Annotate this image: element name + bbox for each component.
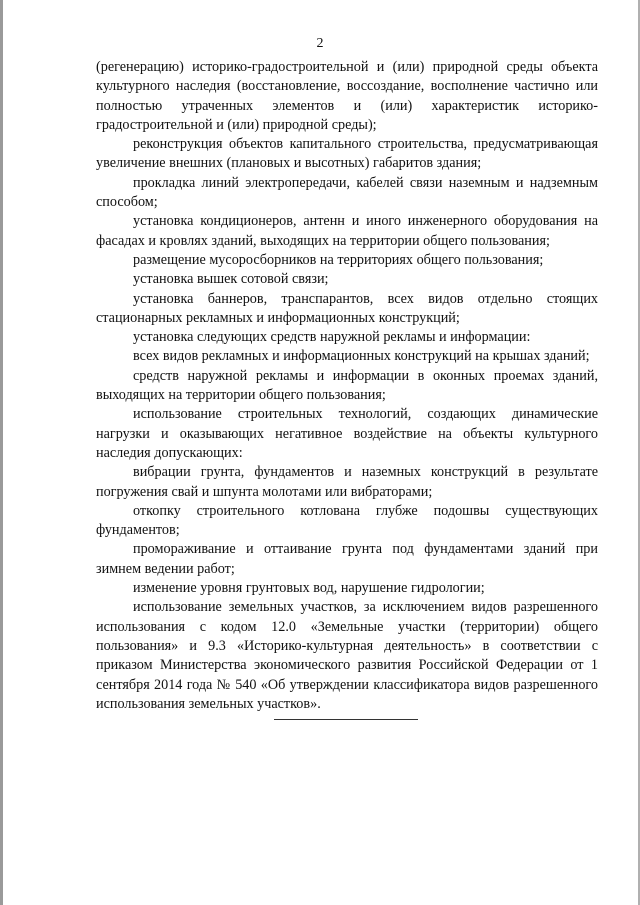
paragraph-7: установка баннеров, транспарантов, всех видов отдельно стоящих стационарных рекламных и информационных конструкций;	[96, 290, 598, 326]
scan-edge-left	[0, 0, 3, 905]
paragraph-11: использование строительных технологий, создающих динамические нагрузки и оказывающих негативное воздействие на объекты культурного наследия допускающих:	[96, 406, 598, 461]
paragraph-13: откопку строительного котлована глубже подошвы существующих фундаментов;	[96, 502, 598, 539]
end-of-document-rule	[274, 719, 418, 720]
paragraph-12: вибрации грунта, фундаментов и наземных конструкций в результате погружения свай и шпунта молотами или вибраторами;	[96, 464, 598, 500]
paragraph-4: установка кондиционеров, антенн и иного инженерного оборудования на фасадах и кровлях зданий, выходящих на территории общего пользования;	[96, 213, 598, 249]
paragraph-5: размещение мусоросборников на территориях общего пользования;	[133, 251, 544, 268]
paragraph-8: установка следующих средств наружной рекламы и информации:	[133, 329, 531, 346]
document-body	[96, 58, 598, 714]
paragraph-9: всех видов рекламных и информационных конструкций на крышах зданий;	[133, 348, 590, 365]
paragraph-14: промораживание и оттаивание грунта под фундаментами зданий при зимнем ведении работ;	[96, 541, 598, 577]
page-number: 2	[316, 36, 324, 51]
paragraph-10: средств наружной рекламы и информации в оконных проемах зданий, выходящих на территории общего пользования;	[96, 367, 598, 404]
paragraph-15: изменение уровня грунтовых вод, нарушение гидрологии;	[133, 580, 485, 597]
paragraph-6: установка вышек сотовой связи;	[133, 271, 329, 288]
paragraph-3: прокладка линий электропередачи, кабелей связи наземным и надземным способом;	[96, 174, 598, 211]
paragraph-2: реконструкция объектов капитального строительства, предусматривающая увеличение внешних (плановых и высотных) габаритов здания;	[96, 136, 598, 172]
paragraph-16: использование земельных участков, за исключением видов разрешенного использования с кодом 12.0 «Земельные участки (территории) общего пользования» и 9.3 «Историко-культурная деятельность» в соответствии с приказом Министерства экономического развития Российской Федерации от 1 сентября 2014 года № 540 «Об утверждении классификатора видов разрешенного использования земельных участков».	[96, 599, 598, 712]
paragraph-1: (регенерацию) историко-градостроительной и (или) природной среды объекта культурного наследия (восстановление, воссоздание, восполнение частично или полностью утраченных элементов и (или) характеристик историко-градостроительной и (или) природной среды);	[96, 59, 598, 133]
